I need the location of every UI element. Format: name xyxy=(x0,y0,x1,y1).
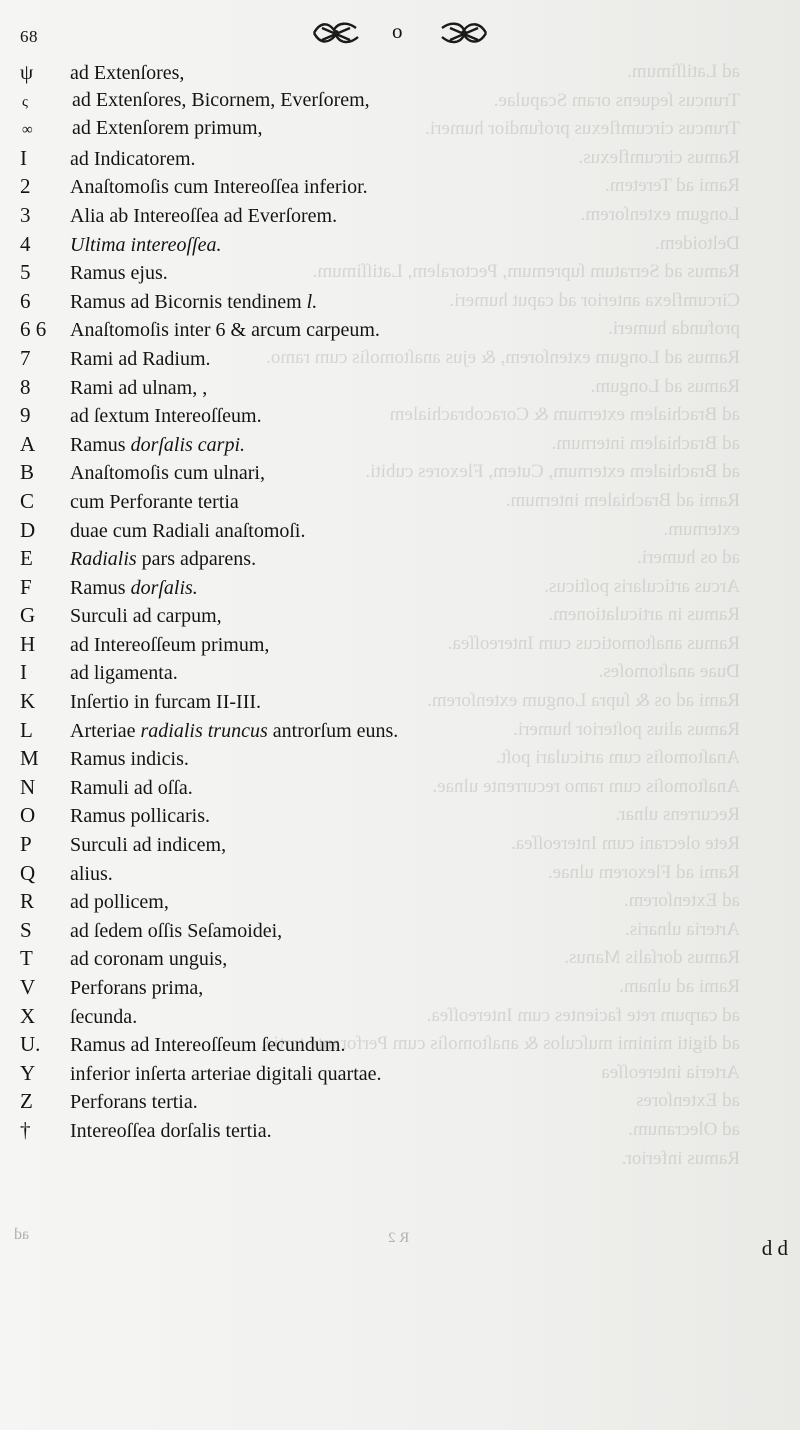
legend-entry xyxy=(20,546,500,575)
show-through-line: Rete olecrani cum Intereoſſea. xyxy=(511,833,740,855)
legend-entry xyxy=(20,1089,500,1118)
legend-entry xyxy=(20,117,500,146)
legend-entry xyxy=(20,375,500,404)
show-through-line: Truncus ſequens oram Scapulae. xyxy=(493,89,740,111)
entry-text-roman: antrorſum euns. xyxy=(267,719,399,742)
entry-text xyxy=(70,1091,500,1114)
show-through-line: ad Brachialem internum. xyxy=(551,432,740,454)
entry-text-roman: ad Extenſores, Bicornem, Everſorem, xyxy=(72,88,370,111)
show-through-line: Ramus ad Serratum ſupremum, Pectoralem, Latiſſimum. xyxy=(312,261,740,283)
entry-text xyxy=(70,634,500,657)
entry-text xyxy=(70,748,500,771)
entry-text-roman: pars adparens. xyxy=(136,548,257,571)
legend-entry xyxy=(20,432,500,461)
entry-text-italic: dorſalis carpi. xyxy=(130,433,246,456)
entry-marker: C xyxy=(20,488,35,513)
entry-marker: A xyxy=(20,431,36,456)
bleed-catchword: ad xyxy=(14,1226,30,1243)
entry-text-roman: Ramus ad Intereoſſeum ſecundum. xyxy=(70,1034,346,1057)
show-through-line: ad Extenſores xyxy=(636,1090,740,1112)
show-through-line: ad Olecranum. xyxy=(628,1118,740,1140)
show-through-line: Ramus ad Longum extenſorem, & ejus anaſtomoſis cum ramo. xyxy=(266,346,740,368)
show-through-line: Rami ad ulnam. xyxy=(619,976,740,997)
entry-text-roman: Rami ad Radium. xyxy=(70,347,211,370)
show-through-line: Ramus dorſalis Manus. xyxy=(564,947,740,969)
legend-entry xyxy=(20,403,500,432)
entry-text-roman: Surculi ad carpum, xyxy=(70,605,222,628)
entry-text-roman: alius. xyxy=(70,862,113,885)
entry-marker: 6 6 xyxy=(20,317,47,342)
legend-entry xyxy=(20,1118,500,1147)
legend-entry xyxy=(20,146,500,175)
entry-marker: T xyxy=(20,946,33,971)
show-through-line: Rami ad Teretem. xyxy=(605,175,740,197)
entry-marker: 7 xyxy=(20,345,31,370)
entry-text xyxy=(70,805,500,828)
entry-text xyxy=(70,977,500,1000)
entry-text-roman: Ramus indicis. xyxy=(70,748,189,771)
entry-text xyxy=(70,605,500,628)
signature-mark: R 2 xyxy=(388,1230,410,1246)
entry-text xyxy=(70,434,500,457)
show-through-line: Anaſtomoſis cum ramo recurrente ulnae. xyxy=(432,775,740,797)
entry-marker: D xyxy=(20,517,36,542)
entry-marker: R xyxy=(20,889,35,914)
entry-text xyxy=(70,662,500,685)
entry-text-roman: Surculi ad indicem, xyxy=(70,834,227,857)
entry-text-roman: Alia ab Intereoſſea ad Everſorem. xyxy=(70,204,338,227)
entry-text-italic: dorſalis. xyxy=(130,576,198,599)
legend-entry xyxy=(20,174,500,203)
legend-entry xyxy=(20,575,500,604)
entry-marker: Q xyxy=(20,860,36,885)
entry-text-roman: ad ligamenta. xyxy=(70,662,178,685)
entry-text xyxy=(70,1120,500,1143)
entry-text xyxy=(70,234,500,257)
show-through-line: ad Extenſorem. xyxy=(623,890,740,912)
entry-marker: 5 xyxy=(20,260,31,285)
entry-text-italic: l. xyxy=(306,290,318,313)
show-through-line: Longum extenſorem. xyxy=(580,203,740,225)
entry-text xyxy=(70,205,500,228)
entry-marker: M xyxy=(20,746,39,771)
show-through-line: Rami ad os & ſupra Longum extenſorem. xyxy=(427,690,740,712)
show-through-line: Ramus alius poſterior humeri. xyxy=(513,718,740,740)
entry-text xyxy=(70,176,500,199)
entry-text-italic: radialis truncus xyxy=(140,719,268,742)
entry-text xyxy=(72,89,500,112)
legend-entry xyxy=(20,975,500,1004)
legend-entry xyxy=(20,861,500,890)
entry-text-roman: Perforans tertia. xyxy=(70,1091,198,1114)
entry-text xyxy=(70,405,500,428)
legend-entry xyxy=(20,289,500,318)
entry-text-roman: Anaſtomoſis inter 6 & arcum carpeum. xyxy=(70,319,380,342)
legend-entry xyxy=(20,232,500,261)
entry-marker: K xyxy=(20,689,36,714)
entry-text-roman: duae cum Radiali anaſtomoſi. xyxy=(70,519,306,542)
legend-entry xyxy=(20,346,500,375)
entry-text-roman: ad coronam unguis, xyxy=(70,948,228,971)
entry-marker: ψ xyxy=(20,60,34,84)
show-through-line: Anaſtomoſis cum articulari poſt. xyxy=(496,747,740,769)
entry-text xyxy=(70,1063,500,1086)
legend-entry xyxy=(20,1004,500,1033)
entry-text-italic: Ultima intereoſſea. xyxy=(70,233,222,256)
entry-text-roman: ad ſedem oſſis Seſamoidei, xyxy=(70,919,283,942)
show-through-line: Arteria ulnaris. xyxy=(624,918,740,940)
entry-marker: N xyxy=(20,774,36,799)
show-through-line: Arteria intereoſſea xyxy=(601,1061,740,1083)
fleuron-left-icon xyxy=(310,20,362,46)
entry-text-roman: cum Perforante tertia xyxy=(70,490,239,513)
entry-marker: † xyxy=(20,1117,31,1142)
entry-text-roman: Inſertio in furcam II-III. xyxy=(70,691,262,714)
entry-text xyxy=(70,1034,500,1057)
show-through-line: Deltoidem. xyxy=(655,232,740,254)
entry-marker: 8 xyxy=(20,374,31,399)
entry-text xyxy=(70,577,500,600)
legend-entry xyxy=(20,889,500,918)
legend-entry xyxy=(20,632,500,661)
entry-text-roman: ad Extenſorem primum, xyxy=(72,117,263,140)
entry-text xyxy=(70,319,500,342)
show-through-line: Ramus circumflexus. xyxy=(578,146,740,168)
legend-entry xyxy=(20,518,500,547)
entry-text-roman: ad ſextum Intereoſſeum. xyxy=(70,405,262,428)
entry-text xyxy=(72,117,500,140)
legend-entry xyxy=(20,60,500,89)
show-through-line: ad Brachialem externum, Cutem, Flexores cubiti. xyxy=(365,461,740,483)
entry-text xyxy=(70,348,500,371)
entry-text-roman: Ramus ad Bicornis tendinem xyxy=(70,290,307,313)
show-through-line: Ramus in articulationem. xyxy=(548,604,740,626)
legend-entry xyxy=(20,89,500,118)
page-number: 68 xyxy=(20,27,38,46)
legend-list xyxy=(20,60,500,1147)
entry-marker: O xyxy=(20,803,36,828)
entry-marker: F xyxy=(20,574,32,599)
entry-text xyxy=(70,891,500,914)
show-through-line: Ramus ad Longum. xyxy=(590,375,740,397)
entry-text-roman: inferior inſerta arteriae digitali quartae. xyxy=(70,1062,382,1085)
show-through-line: ad carpum rete facientes cum Intereoſſea. xyxy=(426,1004,740,1026)
entry-text xyxy=(70,720,500,743)
entry-text-roman: Intereoſſea dorſalis tertia. xyxy=(70,1119,272,1142)
entry-marker: Y xyxy=(20,1060,36,1085)
entry-marker: S xyxy=(20,917,32,942)
entry-marker: H xyxy=(20,631,36,656)
entry-marker: Z xyxy=(20,1089,33,1114)
entry-text-roman: ad pollicem, xyxy=(70,891,169,914)
entry-marker: 4 xyxy=(20,231,31,256)
entry-text-roman: Anaſtomoſis cum Intereoſſea inferior. xyxy=(70,176,368,199)
show-through-line: Ramus inferior. xyxy=(621,1147,740,1169)
entry-text xyxy=(70,262,500,285)
entry-text xyxy=(70,62,500,85)
entry-marker: I xyxy=(20,145,27,170)
catchword: d d xyxy=(761,1236,788,1260)
legend-entry xyxy=(20,489,500,518)
entry-text xyxy=(70,834,500,857)
legend-entry xyxy=(20,660,500,689)
legend-entry xyxy=(20,689,500,718)
header-ornament xyxy=(310,20,490,46)
legend-entry xyxy=(20,317,500,346)
entry-text xyxy=(70,1006,500,1029)
entry-text xyxy=(70,148,500,171)
legend-entry xyxy=(20,603,500,632)
entry-text xyxy=(70,291,500,314)
entry-marker: X xyxy=(20,1003,36,1028)
show-through-line: Rami ad Flexorem ulnae. xyxy=(547,861,740,883)
legend-entry xyxy=(20,918,500,947)
legend-entry xyxy=(20,775,500,804)
entry-text-roman: Perforans prima, xyxy=(70,977,204,999)
entry-text xyxy=(70,520,500,543)
legend-entry xyxy=(20,1032,500,1061)
fleuron-right-icon xyxy=(438,20,490,46)
show-through-line: ad os humeri. xyxy=(637,547,740,569)
entry-text-roman: Ramuli ad oſſa. xyxy=(70,776,193,799)
entry-text xyxy=(70,691,500,714)
legend-entry xyxy=(20,746,500,775)
entry-marker: ς xyxy=(22,93,28,110)
show-through-line: Rami ad Brachialem internum. xyxy=(505,489,740,511)
legend-entry xyxy=(20,260,500,289)
legend-entry xyxy=(20,832,500,861)
entry-marker: V xyxy=(20,975,36,999)
entry-text-roman: Ramus pollicaris. xyxy=(70,805,210,828)
entry-marker: I xyxy=(20,660,27,685)
entry-marker: L xyxy=(20,717,33,742)
show-through-line: Circumflexa anterior ad caput humeri. xyxy=(449,289,740,311)
entry-text-roman: ſecunda. xyxy=(70,1005,138,1028)
show-through-line: Truncus circumflexus profundior humeri. xyxy=(425,118,740,140)
entry-text-roman: Rami ad ulnam, , xyxy=(70,376,208,399)
entry-text-roman: ad Intereoſſeum primum, xyxy=(70,633,270,656)
entry-text xyxy=(70,777,500,800)
entry-text-roman: Ramus ejus. xyxy=(70,262,168,285)
entry-text xyxy=(70,491,500,514)
entry-text-roman: Ramus xyxy=(70,576,131,599)
entry-marker: 3 xyxy=(20,202,31,227)
entry-text xyxy=(70,462,500,485)
show-through-line: ad Latiſſimum. xyxy=(627,61,740,82)
entry-text xyxy=(70,377,500,400)
entry-marker: 6 xyxy=(20,288,31,313)
show-through-line: ad Brachialem externum & Coracobrachialem xyxy=(389,404,740,426)
show-through-line: profunda humeri. xyxy=(608,318,740,340)
entry-text xyxy=(70,948,500,971)
entry-marker: 9 xyxy=(20,403,31,428)
ornament-center: o xyxy=(392,19,403,43)
show-through-line: Ramus anaſtomoticus cum Intereoſſea. xyxy=(447,632,740,654)
entry-marker: E xyxy=(20,546,33,571)
entry-text xyxy=(70,548,500,571)
entry-text-roman: ad Extenſores, xyxy=(70,62,185,84)
entry-text-roman: ad Indicatorem. xyxy=(70,147,196,170)
show-through-line: Duae anaſtomoſes. xyxy=(598,661,740,683)
legend-entry xyxy=(20,460,500,489)
entry-text xyxy=(70,920,500,943)
entry-marker: 2 xyxy=(20,174,31,199)
entry-text xyxy=(70,863,500,886)
legend-entry xyxy=(20,1061,500,1090)
legend-entry xyxy=(20,803,500,832)
show-through-line: externum. xyxy=(663,518,740,540)
legend-entry xyxy=(20,203,500,232)
entry-text-italic: Radialis xyxy=(70,548,137,571)
entry-text-roman: Ramus xyxy=(70,433,131,456)
entry-marker: P xyxy=(20,832,32,857)
show-through-line: Recurrens ulnar. xyxy=(615,804,740,826)
entry-marker: ∞ xyxy=(22,122,33,139)
entry-marker: G xyxy=(20,603,36,628)
legend-entry xyxy=(20,946,500,975)
show-through-line: ad digiti minimi muſculos & anaſtomoſis cum Perforante tertia. xyxy=(260,1033,740,1055)
entry-text-roman: Anaſtomoſis cum ulnari, xyxy=(70,462,265,485)
show-through-line: Arcus articularis poſticus. xyxy=(544,575,740,597)
legend-entry xyxy=(20,718,500,747)
entry-marker: U. xyxy=(20,1032,41,1057)
entry-text-roman: Arteriae xyxy=(70,719,141,742)
entry-marker: B xyxy=(20,460,35,485)
